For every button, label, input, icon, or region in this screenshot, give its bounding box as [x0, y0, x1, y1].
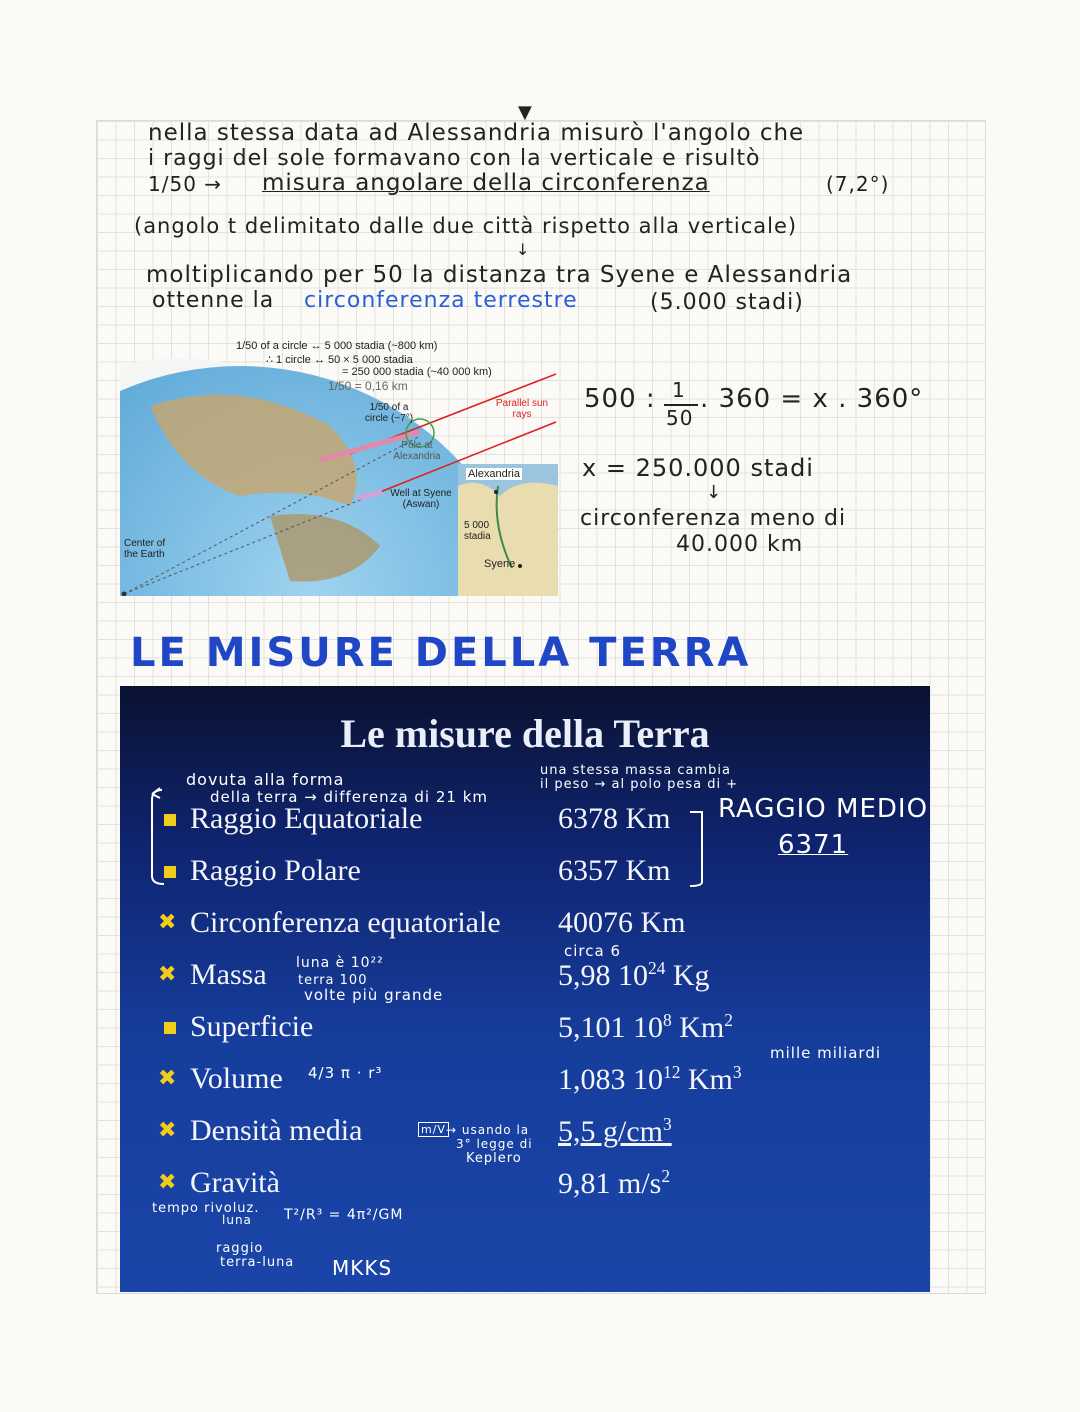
annot-luna-2: terra 100 [298, 973, 368, 988]
note-line-4: (angolo t delimitato dalle due città rispetto alla verticale) [134, 214, 798, 238]
note-line-3b: misura angolare della circonferenza [262, 170, 710, 196]
row-value: 40076 Km [558, 906, 686, 939]
pole-label: Pole at Alexandria [393, 440, 441, 462]
calculation [580, 378, 924, 560]
note-line-5: moltiplicando per 50 la distanza tra Syene e Alessandria [146, 262, 853, 288]
x-mark-icon: ✖ [158, 1066, 177, 1091]
earth-illustration [120, 336, 560, 596]
row-densita [156, 1114, 926, 1154]
annot-raggio-1: raggio [216, 1241, 264, 1256]
annot-massa-1: una stessa massa cambia [540, 763, 731, 778]
center-label: Center of the Earth [124, 538, 166, 560]
map-syene: Syene [484, 558, 516, 570]
bullet-icon [164, 1022, 176, 1034]
row-value: 6357 Km [558, 854, 671, 887]
row-label: Densità media [190, 1114, 363, 1147]
map-alexandria: Alexandria [468, 468, 520, 480]
annot-tempo-2: luna [222, 1213, 252, 1227]
diagram-caption-2: ∴ 1 circle ↔ 50 × 5 000 stadia [266, 354, 413, 366]
row-raggio-polare [156, 854, 926, 894]
row-circonferenza [156, 906, 926, 946]
row-label: Superficie [190, 1010, 314, 1043]
section-title: LE MISURE DELLA TERRA [130, 630, 752, 676]
eq-right: . 360 = x . 360° [700, 384, 924, 414]
annot-circa: circa 6 [564, 942, 622, 960]
bullet-icon [164, 814, 176, 826]
parallel-label: Parallel sun rays [495, 398, 549, 420]
diagram-handnote: 1/50 = 0,16 km [328, 379, 408, 393]
annot-keplero-2: 3° legge di [456, 1137, 533, 1151]
diagram-caption-1: 1/50 of a circle ↔ 5 000 stadia (~800 km) [236, 340, 438, 352]
annot-forma-1: dovuta alla forma [186, 770, 345, 789]
row-label: Massa [190, 958, 267, 991]
row-value: 5,101 $10^8$ Km$^2$ [558, 1010, 733, 1044]
row-label: Raggio Polare [190, 854, 361, 887]
row-label: Gravità [190, 1166, 280, 1199]
annot-raggio-medio: RAGGIO MEDIO [718, 794, 929, 824]
row-massa [156, 955, 926, 998]
annot-keplero-3: Keplero [466, 1151, 522, 1166]
eq-result: x = 250.000 stadi [582, 454, 814, 482]
row-value: 5,98 $10^{24}$ Kg [558, 958, 710, 992]
arrow-down-icon: ▼ [518, 102, 533, 123]
eq-left: 500 : [584, 384, 656, 414]
row-value: 9,81 $m/s^2$ [558, 1166, 671, 1200]
annot-formula-kepler: T²/R³ = 4π²/GM [284, 1207, 404, 1223]
annot-keplero-box: m/V [418, 1122, 449, 1137]
row-label: Circonferenza equatoriale [190, 906, 501, 939]
eq-numerator: 1 [672, 378, 686, 402]
annot-mkks: MKKS [332, 1256, 393, 1280]
annot-raggio-medio-val: 6371 [778, 830, 849, 860]
well-label: Well at Syene (Aswan) [390, 488, 452, 510]
note-line-6c: (5.000 stadi) [650, 290, 804, 315]
row-label: Raggio Equatoriale [190, 802, 423, 835]
x-mark-icon: ✖ [158, 962, 177, 987]
arrow-down-icon: ↓ [706, 482, 723, 503]
note-line-3a: 1/50 → [148, 172, 223, 196]
eratosthenes-diagram [120, 336, 560, 596]
x-mark-icon: ✖ [158, 910, 177, 935]
bracket-right [688, 808, 718, 888]
annot-tempo-1: tempo rivoluz. [152, 1201, 260, 1216]
note-line-1: nella stessa data ad Alessandria misurò l'angolo che [148, 120, 805, 146]
annot-volume-formula: 4/3 π · r³ [308, 1064, 383, 1082]
row-value: 1,083 $10^{12}$ Km$^3$ [558, 1062, 742, 1096]
conclusion-1: circonferenza meno di [580, 506, 847, 531]
annot-luna-1: luna è 10²² [296, 955, 384, 971]
note-line-6b: circonferenza terrestre [304, 288, 578, 313]
fraction-label: 1/50 of a circle (~7°) [364, 402, 414, 424]
note-line-3c: (7,2°) [826, 172, 890, 196]
note-line-6a: ottenne la [152, 288, 275, 313]
annot-forma-2: della terra → differenza di 21 km [210, 788, 489, 806]
slide-title: Le misure della Terra [340, 711, 710, 756]
note-line-2: i raggi del sole formavano con la verticale e risultò [148, 146, 761, 171]
row-value: 6378 Km [558, 802, 671, 835]
annot-luna-3: volte più grande [304, 986, 444, 1004]
conclusion-2: 40.000 km [676, 532, 804, 557]
row-gravita [156, 1166, 926, 1206]
bullet-icon [164, 866, 176, 878]
annot-massa-2: il peso → al polo pesa di + [540, 777, 739, 792]
x-mark-icon: ✖ [158, 1170, 177, 1195]
row-volume [156, 1062, 926, 1102]
diagram-caption-3: = 250 000 stadia (~40 000 km) [342, 366, 492, 378]
annot-keplero-1: → usando la [446, 1123, 530, 1137]
eq-denominator: 50 [666, 406, 694, 430]
map-distance: 5 000 stadia [464, 520, 491, 542]
annot-miliardi: mille miliardi [770, 1044, 882, 1062]
slide [120, 686, 930, 1292]
annot-raggio-2: terra-luna [220, 1255, 295, 1270]
row-label: Volume [190, 1062, 283, 1095]
arrow-down-icon: ↓ [516, 240, 531, 259]
row-value: 5,5 $g/cm^3$ [558, 1114, 672, 1148]
x-mark-icon: ✖ [158, 1118, 177, 1143]
